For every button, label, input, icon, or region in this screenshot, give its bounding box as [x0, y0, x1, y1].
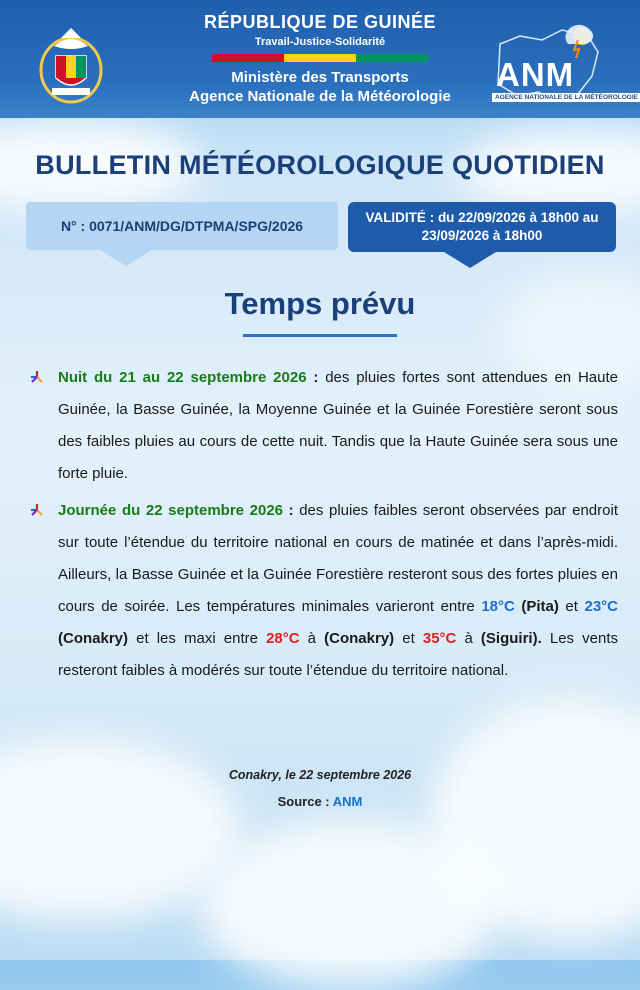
- republic-name: RÉPUBLIQUE DE GUINÉE: [203, 12, 437, 32]
- night-title: Nuit du 21 au 22 septembre 2026: [58, 369, 307, 386]
- validity-from: du 22/09/2026 à 18h00 au: [434, 210, 599, 225]
- maxi-text: et les maxi entre: [128, 630, 267, 647]
- source-label: Source :: [277, 794, 333, 809]
- flag-stripe: [212, 54, 428, 62]
- anm-logo: [486, 22, 639, 112]
- a-1: à: [299, 630, 325, 647]
- flag-yellow: [284, 54, 356, 62]
- bulletin-number: N° : 0071/ANM/DG/DTPMA/SPG/2026: [60, 218, 304, 234]
- night-text: des pluies fortes sont attendues en Haute Guinée, la Basse Guinée, la Moyenne Guinée et la Guinée Forestière seront sous des faibles pluies au cours de cette nuit. Tandis que la Haute Guinée sera sous une forte pluie.: [58, 369, 618, 482]
- bulletin-number-badge: [26, 202, 338, 250]
- section-heading: Temps prévu: [224, 286, 416, 321]
- and-2: et: [394, 630, 423, 647]
- heading-underline: [243, 334, 397, 337]
- day-forecast: [58, 495, 618, 687]
- header-banner: [0, 0, 640, 118]
- source-line: [0, 794, 640, 809]
- anm-logo-subtitle: AGENCE NATIONALE DE LA MÉTÉOROLOGIE: [492, 93, 640, 102]
- validity-to: 23/09/2026 à 18h00: [421, 228, 543, 243]
- issue-date: Conakry, le 22 septembre 2026: [228, 768, 412, 782]
- city-max-1: (Conakry): [324, 630, 395, 647]
- city-min-1: (Pita): [514, 598, 559, 615]
- city-max-2: (Siguiri).: [480, 630, 542, 647]
- national-motto: Travail-Justice-Solidarité: [254, 36, 386, 48]
- temp-max-1: 28°C: [266, 630, 300, 647]
- day-text-2: Les vents resteront faibles à modérés sur toute l’étendue du territoire national.: [58, 630, 618, 679]
- flag-red: [212, 54, 284, 62]
- city-min-2: (Conakry): [58, 630, 129, 647]
- colorful-arrow-bullet-icon: [30, 370, 44, 384]
- anm-logo-text: ANM: [496, 56, 575, 93]
- agency-name: Agence Nationale de la Météorologie: [189, 88, 451, 105]
- validity-label: VALIDITÉ :: [365, 210, 435, 225]
- guinea-coat-of-arms-icon: [34, 22, 108, 106]
- bulletin-title: BULLETIN MÉTÉOROLOGIQUE QUOTIDIEN: [35, 150, 605, 180]
- day-text-1: des pluies faibles seront observées par endroit sur toute l’étendue du territoire national en cours de matinée et dans l’après-midi. Ailleurs, la Basse Guinée et la Guinée Forestière resteront sous des fortes pluies en cours de soirée. Les températures minimales varieront entre: [58, 502, 618, 615]
- temp-max-2: 35°C: [422, 630, 457, 647]
- validity-badge: [348, 202, 616, 252]
- source-value: ANM: [332, 794, 363, 809]
- day-sep: :: [283, 502, 300, 519]
- a-2: à: [456, 630, 481, 647]
- night-forecast: [58, 362, 618, 490]
- colorful-arrow-bullet-icon: [30, 503, 44, 517]
- day-title: Journée du 22 septembre 2026: [58, 502, 283, 519]
- temp-min-1: 18°C: [481, 598, 515, 615]
- flag-green: [356, 54, 428, 62]
- temp-min-2: 23°C: [584, 598, 618, 615]
- night-sep: :: [306, 369, 326, 386]
- ministry-name: Ministère des Transports: [231, 69, 409, 86]
- and-1: et: [558, 598, 585, 615]
